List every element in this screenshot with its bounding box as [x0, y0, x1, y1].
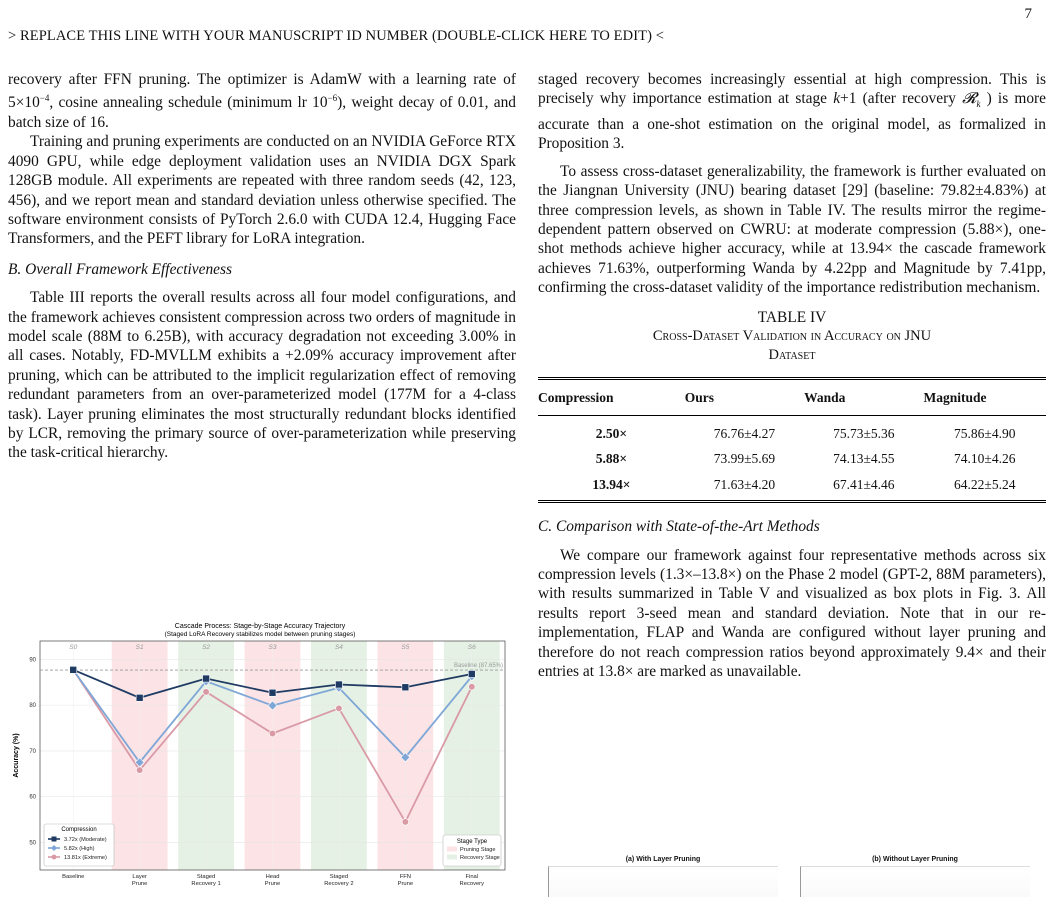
table-iv	[538, 377, 1046, 504]
stage-id-label: S4	[334, 644, 343, 651]
legend-label: 13.81x (Extreme)	[64, 855, 107, 861]
y-tick-label: 50	[29, 840, 36, 847]
table-cell: 5.88×	[595, 451, 628, 467]
section-b-heading: B. Overall Framework Effectiveness	[8, 260, 232, 278]
data-point	[269, 730, 276, 737]
x-tick-label: Recovery	[459, 881, 485, 887]
stage-id-label: S6	[467, 644, 476, 651]
data-point	[70, 666, 77, 673]
fig3-subfigure-b	[800, 856, 1030, 895]
section-c-heading: C. Comparison with State-of-the-Art Methods	[538, 518, 820, 536]
legend-swatch-marker	[52, 837, 57, 842]
legend-title: Compression	[61, 827, 97, 833]
x-tick-label: Recovery 2	[324, 881, 354, 887]
cascade-chart-svg	[8, 622, 513, 895]
table-cell: 75.73±5.36	[833, 425, 895, 441]
legend-swatch-marker	[52, 855, 57, 860]
y-axis-label: Accuracy (%)	[13, 733, 20, 778]
data-point	[468, 670, 475, 677]
x-tick-label: Prune	[131, 881, 148, 887]
paragraph-overall-results: Table III reports the overall results across all four model configurations, and the framework achieves consistent compression across two orders of magnitude in model scale (88M to 6.25B), with accuracy degradation not exceeding 3.00% in all cases. Notably, FD-MVLLM exhibits a +2.09% accuracy improvement after pruning, which can be attributed to the implicit regularization effect of removing redundant parameters from an over-parameterized model (177M for a 4-class task). Layer pruning eliminates the most structurally redundant blocks identified by LCR, removing the primary source of over-parameterization while preserving the task-critical hierarchy.	[8, 289, 516, 462]
legend-label: 3.72x (Moderate)	[64, 837, 107, 843]
table-cell: 74.10±4.26	[954, 451, 1016, 467]
x-tick-label: Prune	[397, 881, 414, 887]
stage-legend-label: Pruning Stage	[460, 847, 496, 853]
y-tick-label: 60	[29, 794, 36, 801]
x-tick-label: Layer	[132, 874, 147, 880]
table-cell: 76.76±4.27	[713, 425, 776, 441]
table-row	[538, 415, 1046, 446]
x-tick-label: Staged	[329, 874, 349, 880]
x-tick-label: FFN	[399, 874, 411, 880]
x-tick-label: Baseline	[62, 874, 85, 880]
table-iv-caption-line1: Cross-Dataset Validation in Accuracy on JNU	[652, 327, 932, 344]
x-tick-label: Recovery 1	[191, 881, 221, 887]
table-cell: 13.94×	[538, 472, 685, 502]
data-point	[402, 819, 409, 826]
stage-legend-label: Recovery Stage	[460, 855, 500, 861]
table-header-compression: Compression	[538, 378, 685, 415]
fig3-subtitle-b: (b) Without Layer Pruning	[872, 856, 958, 863]
y-tick-label: 90	[29, 657, 36, 664]
data-point	[402, 684, 409, 691]
data-point	[269, 689, 276, 696]
left-column	[8, 70, 516, 463]
table-cell: 74.13±4.55	[833, 451, 895, 467]
table-iv-title: TABLE IV	[757, 308, 827, 326]
table-cell: 71.63±4.20	[685, 472, 804, 502]
x-tick-label: Staged	[196, 874, 216, 880]
data-point	[468, 684, 475, 691]
table-cell: 67.41±4.46	[804, 472, 923, 502]
cascade-accuracy-chart	[8, 622, 513, 895]
fig3-subtitle-a: (a) With Layer Pruning	[625, 856, 701, 863]
table-header-ours: Ours	[685, 378, 804, 415]
x-tick-label: Final	[465, 874, 479, 880]
stage-id-label: S0	[69, 644, 78, 651]
legend-label: 5.82x (High)	[64, 846, 95, 852]
table-cell: 73.99±5.69	[713, 451, 776, 467]
table-row	[538, 446, 1046, 471]
paragraph-sota-comparison: We compare our framework against four representative methods across six compression levels (1.3×–13.8×) on the Phase 2 model (GPT-2, 88M parameters), with results summarized in Table V and visualized as box plots in Fig. 3. All results report 3-seed mean and standard deviation. Note that in our re-implementation, FLAP and Wanda are configured without layer pruning and therefore do not reach compression ratios beyond approximately 9.4× and their entries at 13.8× are marked as unavailable.	[538, 546, 1046, 681]
stage-id-label: S1	[135, 644, 144, 651]
paragraph-cross-dataset: To assess cross-dataset generalizability, the framework is further evaluated on the Jiangnan University (JNU) bearing dataset [29] (baseline: 79.82±4.83%) at three compression levels, as shown in Table IV. The results mirror the regime-dependent pattern observed on CWRU: at moderate compression (5.88×), one-shot methods achieve higher accuracy, while at 13.94× the cascade framework achieves 71.63%, outperforming Wanda by 4.22pp and Magnitude by 7.41pp, confirming the cross-dataset validity of the importance redistribution mechanism.	[538, 162, 1046, 297]
data-point	[203, 675, 210, 682]
table-header-wanda: Wanda	[804, 378, 923, 415]
baseline-label: Baseline (87.65%)	[453, 663, 503, 670]
fig3-subfigure-a	[548, 856, 778, 895]
right-column	[538, 70, 1046, 681]
y-tick-label: 70	[29, 748, 36, 755]
table-row	[538, 472, 1046, 502]
table-cell: 64.22±5.24	[924, 472, 1046, 502]
table-cell: 2.50×	[595, 425, 628, 441]
data-point	[335, 681, 342, 688]
data-point	[203, 689, 210, 696]
page-number: 7	[1024, 6, 1032, 22]
table-header-magnitude: Magnitude	[924, 378, 1046, 415]
paragraph-hardware: Training and pruning experiments are conducted on an NVIDIA GeForce RTX 4090 GPU, while edge deployment validation uses an NVIDIA DGX Spark 128GB module. All experiments are repeated with three random seeds (42, 123, 456), and we report mean and standard deviation unless otherwise specified. The software environment consists of PyTorch 2.6.0 with CUDA 12.4, Hugging Face Transformers, and the PEFT library for LoRA integration.	[8, 133, 516, 248]
table-iv-caption-line2: Dataset	[768, 346, 816, 363]
paragraph-staged-recovery: staged recovery becomes increasingly essential at high compression. This is precisely why importance estimation at stage k+1 (after recovery 𝓡$_k$ ) is more accurate than a one-shot estimation on the original model, as formalized in Proposition 3.	[538, 71, 1046, 153]
data-point	[136, 767, 143, 774]
x-tick-label: Head	[265, 874, 280, 880]
y-tick-label: 80	[29, 703, 36, 710]
stage-legend-swatch	[447, 855, 457, 860]
paragraph-optimizer: recovery after FFN pruning. The optimizer is AdamW with a learning rate of $5\times 10^{-4}$, cosine annealing schedule (minimum lr $10^{-6}$), weight decay of 0.01, and batch size of 16.	[8, 71, 516, 131]
data-point	[336, 705, 343, 712]
chart-title: Cascade Process: Stage-by-Stage Accuracy Trajectory	[174, 623, 346, 630]
stage-id-label: S3	[268, 644, 277, 651]
data-point	[136, 694, 143, 701]
stage-id-label: S2	[202, 644, 211, 651]
table-cell: 75.86±4.90	[954, 425, 1016, 441]
manuscript-header: > REPLACE THIS LINE WITH YOUR MANUSCRIPT ID NUMBER (DOUBLE-CLICK HERE TO EDIT) <	[8, 28, 665, 44]
x-tick-label: Prune	[264, 881, 281, 887]
stage-legend-swatch	[447, 847, 457, 852]
stage-legend-title: Stage Type	[456, 839, 488, 845]
stage-id-label: S5	[401, 644, 410, 651]
chart-subtitle: (Staged LoRA Recovery stabilizes model between pruning stages)	[164, 631, 356, 638]
